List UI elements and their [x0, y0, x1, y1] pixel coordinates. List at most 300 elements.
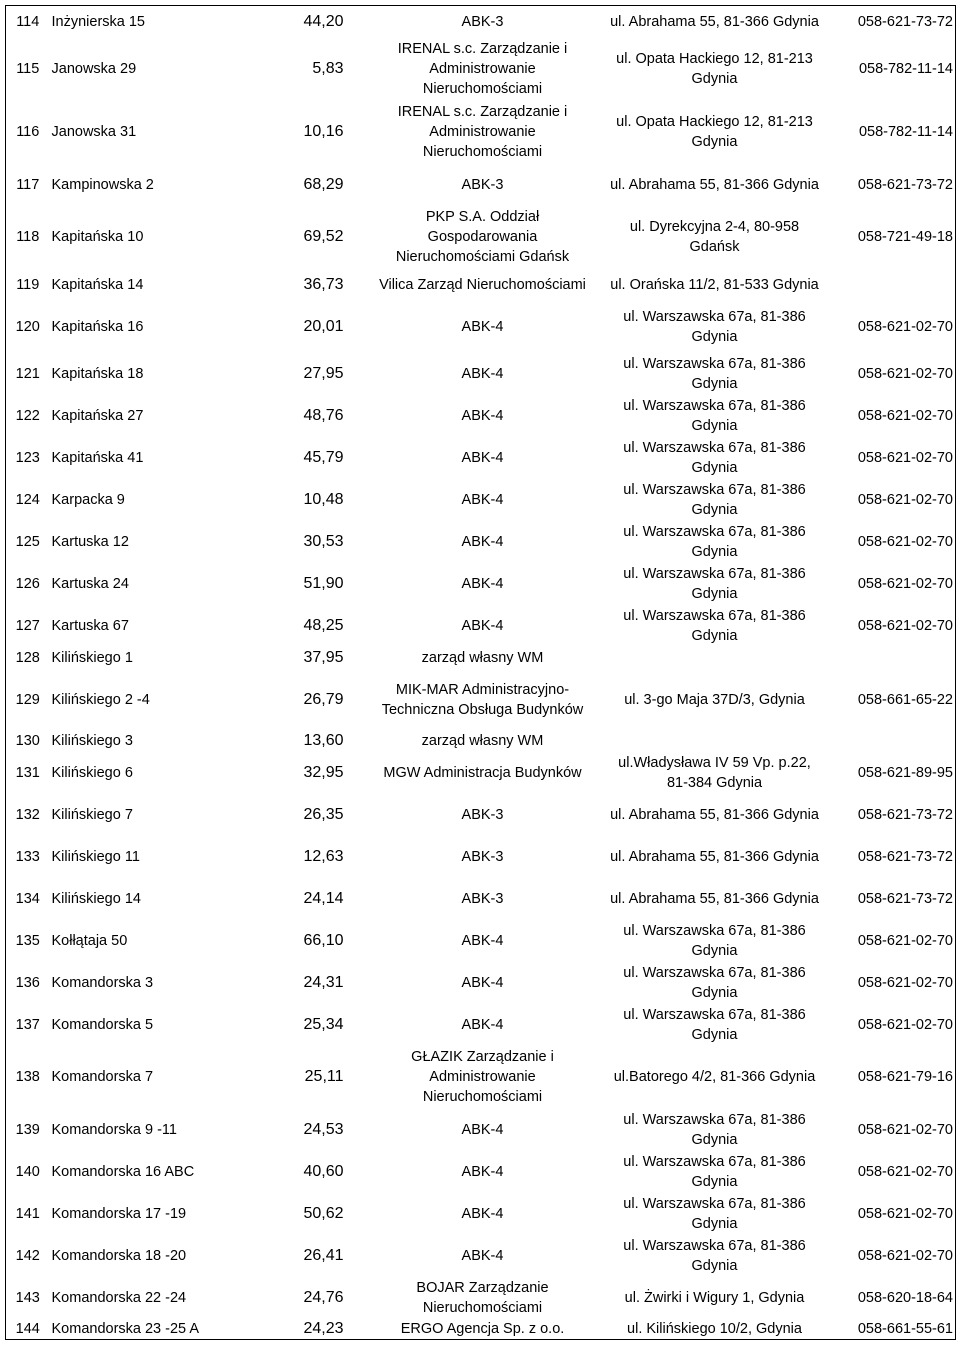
area-cell: 66,10 [303, 931, 344, 949]
administrator-line: ABK-4 [461, 1163, 504, 1180]
address-line: Gdynia [691, 134, 738, 150]
address-line: Gdynia [691, 984, 738, 1001]
street-cell: Kilińskiego 1 [51, 649, 133, 666]
table-row [6, 437, 956, 479]
phone-cell: 058-621-02-70 [834, 1004, 956, 1046]
address-cell [596, 794, 834, 836]
address-cell [596, 437, 834, 479]
street-cell: Janowska 31 [51, 124, 137, 140]
table-body [6, 6, 956, 1340]
administrator-line: Nieruchomościami [422, 81, 543, 97]
address-line: ul. Orańska 11/2, 81-533 Gdynia [610, 276, 819, 293]
address-line: ul. Abrahama 55, 81-366 Gdynia [610, 176, 819, 193]
area-cell: 5,83 [312, 60, 344, 77]
table-row [6, 101, 956, 164]
administrator-cell [370, 647, 596, 669]
area-cell: 68,29 [303, 175, 344, 193]
administrator-cell [370, 1319, 596, 1340]
address-line: Gdynia [691, 1026, 738, 1043]
address-line: ul. Żwirki i Wigury 1, Gdynia [624, 1289, 805, 1306]
administrator-line: Gospodarowania [427, 229, 538, 245]
row-number: 124 [6, 479, 50, 521]
table-row [6, 301, 956, 353]
address-line: Gdynia [691, 375, 738, 392]
address-cell [596, 731, 834, 752]
administrator-line: Administrowanie [429, 61, 536, 77]
phone-cell: 058-621-02-70 [834, 920, 956, 962]
table-row [6, 836, 956, 878]
street-cell: Kilińskiego 14 [51, 890, 141, 907]
table-row [6, 731, 956, 752]
administrator-cell [370, 836, 596, 878]
address-cell [596, 878, 834, 920]
row-number: 135 [6, 920, 50, 962]
area-cell: 40,60 [303, 1162, 344, 1180]
area-cell: 48,25 [303, 616, 344, 634]
address-cell [596, 647, 834, 669]
table-row [6, 6, 956, 38]
table-row [6, 1004, 956, 1046]
street-cell: Kapitańska 16 [51, 318, 144, 335]
phone-cell [834, 269, 956, 301]
administrator-cell [370, 521, 596, 563]
area-cell: 24,14 [303, 889, 344, 907]
phone-cell: 058-621-73-72 [834, 878, 956, 920]
address-line: ul. Warszawska 67a, 81-386 [623, 565, 806, 582]
administrator-line: Nieruchomościami [422, 1299, 543, 1316]
administrator-cell [370, 1235, 596, 1277]
address-line: Gdynia [691, 627, 738, 644]
area-cell: 50,62 [303, 1204, 344, 1222]
address-line: ul. 3-go Maja 37D/3, Gdynia [624, 691, 805, 708]
row-number: 140 [6, 1151, 50, 1193]
phone-cell: 058-621-89-95 [834, 752, 956, 794]
administrator-cell [370, 353, 596, 395]
administrator-cell [370, 101, 596, 164]
administrator-cell [370, 437, 596, 479]
administrator-cell [370, 301, 596, 353]
address-cell [596, 353, 834, 395]
area-cell: 51,90 [303, 574, 344, 592]
area-cell: 26,79 [303, 690, 344, 708]
street-cell: Kilińskiego 11 [51, 848, 140, 865]
address-line: ul. Warszawska 67a, 81-386 [623, 308, 806, 325]
row-number: 137 [6, 1004, 50, 1046]
administrator-cell [370, 878, 596, 920]
table-row [6, 1193, 956, 1235]
area-cell: 10,48 [303, 490, 344, 508]
address-cell [596, 1235, 834, 1277]
administrator-cell [370, 6, 596, 38]
street-cell: Komandorska 17 -19 [51, 1205, 187, 1222]
phone-cell: 058-621-73-72 [834, 6, 956, 38]
row-number: 130 [6, 731, 50, 752]
address-line: ul. Warszawska 67a, 81-386 [623, 1111, 806, 1128]
street-cell: Kilińskiego 7 [51, 806, 133, 823]
table-row [6, 38, 956, 101]
table-row [6, 605, 956, 647]
street-cell: Kapitańska 10 [51, 229, 144, 245]
address-line: ul. Warszawska 67a, 81-386 [623, 1237, 806, 1254]
administrator-line: MIK-MAR Administracyjno- [395, 681, 570, 698]
row-number: 117 [6, 164, 50, 206]
table-row [6, 1046, 956, 1109]
administrator-cell [370, 669, 596, 731]
address-line: Gdynia [691, 328, 738, 345]
address-line: ul. Warszawska 67a, 81-386 [623, 355, 806, 372]
address-line: ul. Kilińskiego 10/2, Gdynia [627, 1320, 802, 1337]
address-line: ul.Władysława IV 59 Vp. p.22, [618, 754, 811, 771]
administrator-line: ERGO Agencja Sp. z o.o. [400, 1320, 565, 1337]
row-number: 121 [6, 353, 50, 395]
administrator-line: ABK-4 [461, 1121, 504, 1138]
phone-cell: 058-620-18-64 [834, 1277, 956, 1319]
phone-cell: 058-621-02-70 [834, 521, 956, 563]
table-row [6, 920, 956, 962]
administrator-line: ABK-3 [461, 890, 504, 907]
phone-cell: 058-621-02-70 [834, 301, 956, 353]
row-number: 122 [6, 395, 50, 437]
address-cell [596, 1046, 834, 1109]
address-cell [596, 164, 834, 206]
administrator-line: ABK-4 [461, 318, 504, 335]
address-line: Gdynia [691, 417, 738, 434]
phone-cell: 058-621-02-70 [834, 353, 956, 395]
row-number: 126 [6, 563, 50, 605]
area-cell: 69,52 [303, 228, 344, 245]
table-row [6, 479, 956, 521]
administrator-line: IRENAL s.c. Zarządzanie i [397, 104, 568, 120]
address-cell [596, 269, 834, 301]
row-number: 123 [6, 437, 50, 479]
address-line: 81-384 Gdynia [666, 774, 763, 791]
address-line: ul. Warszawska 67a, 81-386 [623, 922, 806, 939]
administrator-line: ABK-4 [461, 1016, 504, 1033]
row-number: 134 [6, 878, 50, 920]
address-cell [596, 752, 834, 794]
address-line: ul. Abrahama 55, 81-366 Gdynia [610, 13, 819, 30]
address-cell [596, 1109, 834, 1151]
table-row [6, 269, 956, 301]
administrator-line: ABK-4 [461, 1205, 504, 1222]
address-cell [596, 479, 834, 521]
administrator-line: ABK-3 [461, 176, 504, 193]
address-line: ul. Dyrekcyjna 2-4, 80-958 [629, 219, 800, 235]
address-line: ul. Opata Hackiego 12, 81-213 [616, 114, 813, 130]
street-cell: Inżynierska 15 [50, 6, 232, 38]
area-cell: 32,95 [303, 763, 344, 781]
area-cell: 13,60 [303, 732, 344, 749]
administrator-cell [370, 752, 596, 794]
address-line: ul. Warszawska 67a, 81-386 [623, 607, 806, 624]
address-line: ul. Warszawska 67a, 81-386 [623, 397, 806, 414]
phone-cell: 058-621-02-70 [834, 962, 956, 1004]
address-line: ul. Abrahama 55, 81-366 Gdynia [610, 890, 819, 907]
row-number: 132 [6, 794, 50, 836]
phone-cell: 058-621-73-72 [834, 794, 956, 836]
row-number: 128 [6, 647, 50, 669]
address-cell [596, 920, 834, 962]
street-cell: Komandorska 7 [51, 1069, 154, 1085]
address-line: ul. Abrahama 55, 81-366 Gdynia [610, 806, 819, 823]
row-number: 138 [6, 1046, 50, 1109]
administrator-line: Vilica Zarząd Nieruchomościami [379, 276, 586, 293]
address-cell [596, 521, 834, 563]
street-cell: Kołłątaja 50 [51, 932, 128, 949]
administrator-line: ABK-4 [461, 449, 504, 466]
row-number: 120 [6, 301, 50, 353]
street-cell: Kilińskiego 3 [51, 733, 133, 749]
area-cell: 20,01 [303, 317, 344, 335]
row-number: 143 [6, 1277, 50, 1319]
administrator-line: Nieruchomościami [422, 144, 543, 160]
table-row [6, 647, 956, 669]
administrator-cell [370, 1277, 596, 1319]
administrator-cell [370, 605, 596, 647]
table-row [6, 353, 956, 395]
administrator-cell [370, 479, 596, 521]
address-cell [596, 1151, 834, 1193]
table-row [6, 1109, 956, 1151]
administrator-line: ABK-4 [461, 533, 504, 550]
street-cell: Kapitańska 18 [51, 365, 144, 382]
phone-cell: 058-621-02-70 [834, 1109, 956, 1151]
table-row [6, 669, 956, 731]
area-cell: 44,20 [232, 6, 370, 38]
phone-cell: 058-661-65-22 [834, 669, 956, 731]
administrator-cell [370, 794, 596, 836]
phone-cell: 058-621-02-70 [834, 395, 956, 437]
address-line: Gdynia [691, 1131, 738, 1148]
row-number: 125 [6, 521, 50, 563]
row-number: 129 [6, 669, 50, 731]
address-cell [596, 1004, 834, 1046]
area-cell: 27,95 [303, 364, 344, 382]
administrator-cell [370, 1193, 596, 1235]
address-cell [596, 962, 834, 1004]
administrator-cell [370, 395, 596, 437]
street-cell: Kapitańska 14 [51, 276, 144, 293]
address-cell [596, 1277, 834, 1319]
phone-cell: 058-721-49-18 [834, 206, 956, 269]
administrator-cell [370, 731, 596, 752]
phone-cell: 058-621-79-16 [834, 1046, 956, 1109]
phone-cell: 058-621-73-72 [834, 836, 956, 878]
property-table [5, 5, 956, 1340]
address-cell [596, 395, 834, 437]
address-cell [596, 6, 834, 38]
administrator-line: ABK-4 [461, 932, 504, 949]
table-row [6, 395, 956, 437]
administrator-cell [370, 269, 596, 301]
row-number: 116 [6, 101, 50, 164]
area-cell: 24,23 [232, 1319, 370, 1340]
administrator-line: GŁAZIK Zarządzanie i [411, 1049, 554, 1065]
table-row [6, 1235, 956, 1277]
administrator-cell [370, 38, 596, 101]
area-cell: 26,35 [303, 805, 344, 823]
table-row [6, 563, 956, 605]
street-cell: Kartuska 67 [51, 617, 129, 634]
street-cell: Kilińskiego 6 [51, 764, 133, 781]
administrator-cell [370, 206, 596, 269]
address-line: Gdynia [691, 501, 738, 518]
phone-cell: 058-782-11-14 [834, 38, 956, 101]
address-cell [596, 206, 834, 269]
phone-cell: 058-621-02-70 [834, 1151, 956, 1193]
area-cell: 25,11 [304, 1068, 344, 1085]
administrator-line: zarząd własny WM [421, 733, 544, 749]
table-row [6, 1277, 956, 1319]
address-line: ul. Warszawska 67a, 81-386 [623, 964, 806, 981]
administrator-line: ABK-4 [461, 407, 504, 424]
street-cell: Komandorska 22 -24 [51, 1289, 187, 1306]
administrator-line: BOJAR Zarządzanie [416, 1279, 549, 1296]
address-cell [596, 836, 834, 878]
address-cell [596, 1193, 834, 1235]
street-cell: Komandorska 16 ABC [51, 1163, 195, 1180]
administrator-cell [370, 920, 596, 962]
address-line: Gdynia [691, 585, 738, 602]
row-number: 118 [6, 206, 50, 269]
phone-cell: 058-661-55-61 [834, 1319, 956, 1340]
street-cell: Kapitańska 27 [51, 407, 144, 424]
phone-cell [834, 647, 956, 669]
area-cell: 10,16 [303, 123, 344, 140]
administrator-line: ABK-4 [461, 365, 504, 382]
address-line: ul. Warszawska 67a, 81-386 [623, 523, 806, 540]
street-cell: Komandorska 18 -20 [51, 1247, 187, 1264]
area-cell: 36,73 [303, 275, 344, 293]
administrator-line: zarząd własny WM [421, 649, 544, 666]
address-cell [596, 669, 834, 731]
address-line: Gdańsk [689, 239, 740, 255]
street-cell: Komandorska 9 -11 [51, 1121, 177, 1138]
table-row [6, 794, 956, 836]
row-number: 127 [6, 605, 50, 647]
administrator-line: Techniczna Obsługa Budynków [381, 701, 584, 718]
administrator-line: ABK-3 [461, 806, 504, 823]
address-line: ul. Abrahama 55, 81-366 Gdynia [610, 848, 819, 865]
address-line: ul. Warszawska 67a, 81-386 [623, 1195, 806, 1212]
administrator-line: ABK-4 [461, 974, 504, 991]
address-line: ul. Warszawska 67a, 81-386 [623, 1006, 806, 1023]
address-cell [596, 563, 834, 605]
administrator-cell [370, 1004, 596, 1046]
administrator-cell [370, 1046, 596, 1109]
row-number: 144 [6, 1319, 50, 1340]
table-row [6, 164, 956, 206]
administrator-line: ABK-4 [461, 617, 504, 634]
street-cell: Komandorska 23 -25 A [50, 1319, 232, 1340]
address-line: Gdynia [691, 1215, 738, 1232]
street-cell: Kampinowska 2 [51, 176, 154, 193]
table-row [6, 962, 956, 1004]
area-cell: 26,41 [303, 1246, 344, 1264]
street-cell: Kartuska 12 [51, 533, 129, 550]
administrator-cell [370, 1109, 596, 1151]
phone-cell: 058-621-02-70 [834, 437, 956, 479]
address-line: Gdynia [691, 71, 738, 87]
area-cell: 30,53 [303, 532, 344, 550]
row-number: 115 [6, 38, 50, 101]
phone-cell: 058-621-02-70 [834, 563, 956, 605]
administrator-cell [370, 1151, 596, 1193]
phone-cell [834, 731, 956, 752]
area-cell: 48,76 [303, 406, 344, 424]
administrator-cell [370, 164, 596, 206]
administrator-line: ABK-4 [461, 491, 504, 508]
address-cell [596, 1319, 834, 1340]
street-cell: Karpacka 9 [51, 491, 125, 508]
administrator-line: ABK-4 [461, 1247, 504, 1264]
address-line: ul. Warszawska 67a, 81-386 [623, 481, 806, 498]
administrator-line: ABK-3 [461, 13, 504, 30]
row-number: 131 [6, 752, 50, 794]
address-line: Gdynia [691, 543, 738, 560]
street-cell: Kartuska 24 [51, 575, 129, 592]
address-line: Gdynia [691, 942, 738, 959]
area-cell: 24,76 [303, 1288, 344, 1306]
row-number: 139 [6, 1109, 50, 1151]
administrator-line: MGW Administracja Budynków [383, 764, 582, 781]
phone-cell: 058-621-02-70 [834, 1193, 956, 1235]
table-row [6, 206, 956, 269]
phone-cell: 058-621-02-70 [834, 479, 956, 521]
address-line: Gdynia [691, 1173, 738, 1190]
address-line: Gdynia [691, 459, 738, 476]
address-cell [596, 301, 834, 353]
area-cell: 12,63 [303, 847, 344, 865]
address-line: ul. Opata Hackiego 12, 81-213 [616, 51, 813, 67]
table-row [6, 752, 956, 794]
row-number: 133 [6, 836, 50, 878]
row-number: 114 [6, 6, 50, 38]
area-cell: 24,31 [303, 973, 344, 991]
administrator-line: ABK-4 [461, 575, 504, 592]
street-cell: Komandorska 5 [51, 1016, 154, 1033]
administrator-line: Administrowanie [429, 1069, 536, 1085]
administrator-cell [370, 962, 596, 1004]
table-row [6, 521, 956, 563]
phone-cell: 058-621-02-70 [834, 1235, 956, 1277]
address-cell [596, 605, 834, 647]
administrator-line: Nieruchomościami Gdańsk [395, 249, 570, 265]
street-cell: Kapitańska 41 [51, 449, 144, 466]
phone-cell: 058-621-73-72 [834, 164, 956, 206]
administrator-line: ABK-3 [461, 848, 504, 865]
address-line: Gdynia [691, 1257, 738, 1274]
area-cell: 45,79 [303, 448, 344, 466]
table-row [6, 1151, 956, 1193]
administrator-line: IRENAL s.c. Zarządzanie i [397, 41, 568, 57]
row-number: 141 [6, 1193, 50, 1235]
street-cell: Kilińskiego 2 -4 [51, 691, 150, 708]
table-row [6, 878, 956, 920]
administrator-line: Administrowanie [429, 124, 536, 140]
address-line: ul. Warszawska 67a, 81-386 [623, 1153, 806, 1170]
address-line: ul.Batorego 4/2, 81-366 Gdynia [613, 1069, 816, 1085]
administrator-line: Nieruchomościami [422, 1089, 543, 1105]
phone-cell: 058-621-02-70 [834, 605, 956, 647]
table-row [6, 1319, 956, 1340]
row-number: 136 [6, 962, 50, 1004]
address-cell [596, 101, 834, 164]
area-cell: 37,95 [303, 648, 344, 666]
administrator-cell [370, 563, 596, 605]
administrator-line: PKP S.A. Oddział [425, 209, 540, 225]
phone-cell: 058-782-11-14 [834, 101, 956, 164]
